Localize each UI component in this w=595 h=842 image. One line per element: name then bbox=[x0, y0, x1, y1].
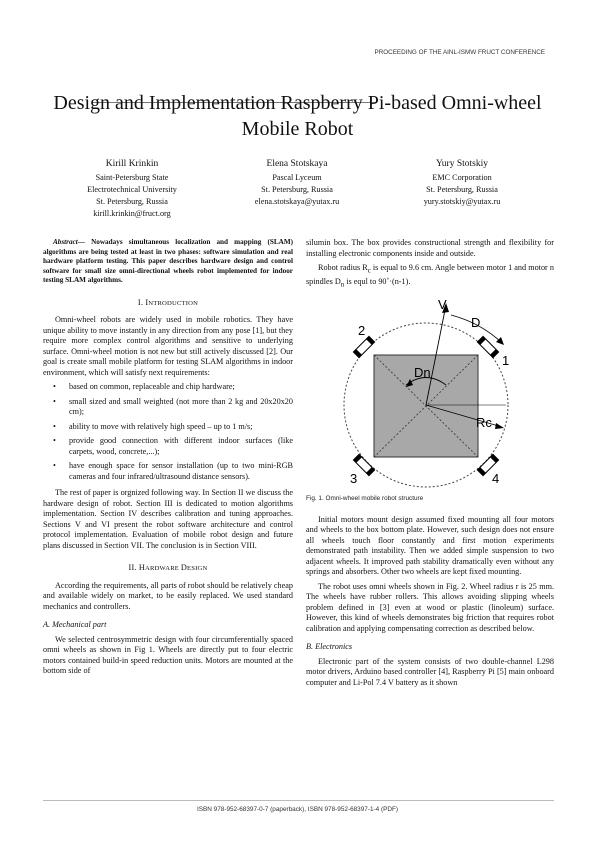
author-3 bbox=[382, 158, 542, 208]
list-item-text: based on common, replaceable and chip hardware; bbox=[69, 382, 235, 391]
running-header bbox=[45, 48, 545, 60]
author-affiliation: Electrotechnical University bbox=[87, 185, 177, 194]
label-wheel-2: 2 bbox=[358, 323, 366, 339]
author-block bbox=[52, 158, 542, 220]
mechanical-paragraph-continued: silumin box. The box provides constructional strength and flexibility for installing electronic components inside and outside. bbox=[306, 238, 554, 258]
author-email: elena.stotskaya@yutax.ru bbox=[254, 197, 340, 206]
list-item bbox=[53, 436, 293, 457]
radius-text: Robot radius R bbox=[318, 263, 368, 272]
author-2 bbox=[217, 158, 377, 208]
figure-1-robot-structure bbox=[306, 295, 554, 490]
section-heading-hardware-design bbox=[43, 563, 293, 575]
author-affiliation: Pascal Lyceum bbox=[272, 173, 322, 182]
wheel-2 bbox=[353, 337, 374, 358]
bullet-icon: • bbox=[53, 382, 56, 391]
section-heading-introduction bbox=[43, 298, 293, 310]
list-item bbox=[53, 382, 293, 393]
radius-paragraph bbox=[306, 263, 554, 291]
abstract-text: Nowadays simultaneous localization and mapping (SLAM) algorithms are being tested at least in two phases: software simulation and real hardware platform testing. This paper describes hardware design and control software for small size omni-directional wheels robot implemented for indoor testing SLAM algorithms. bbox=[43, 238, 294, 284]
list-item-text: ability to move with relatively high speed – up to 1 m/s; bbox=[69, 421, 253, 431]
author-name: Elena Stotskaya bbox=[266, 159, 328, 169]
section-number: I. bbox=[137, 297, 144, 307]
section-title-initial: I bbox=[145, 297, 149, 307]
author-location: St. Petersburg, Russia bbox=[426, 185, 498, 194]
wheel-1 bbox=[477, 337, 498, 358]
radius-text-rest: is equal to 9.6 cm. Angle between motor 1 and motor n spindles D bbox=[306, 263, 554, 287]
label-wheel-3: 3 bbox=[350, 471, 358, 487]
author-name: Yury Stotskiy bbox=[436, 159, 488, 169]
label-v: V bbox=[438, 297, 447, 313]
list-item bbox=[53, 461, 293, 482]
radius-text-end: is equl to 90˚·(n-1). bbox=[344, 277, 411, 287]
author-email: kirill.krinkin@fruct.org bbox=[93, 209, 171, 218]
subsection-heading-electronics: B. Electronics bbox=[306, 642, 353, 652]
figure-caption: Fig. 1. Omni-wheel mobile robot structure bbox=[306, 495, 424, 503]
intro-paragraph-2: The rest of paper is orgnized following way. In Section II we discuss the hardware design of robot. Section III is dedicated to motion algorithms implementation. Section IV describes calibration and tuning approaches. Sections V and VI present the robot software architecture and control protocol implementation. Evaluation of mobile robot design and future plans discussed in Section VII. The conclusion is in Section VIII. bbox=[43, 488, 293, 550]
section-title-rest: ESIGN bbox=[187, 565, 208, 572]
mount-design-paragraph: Initial motors mount design assumed fixed mounting all four motors and wheels to the box bottom plate. However, such design does not ensure all wheels touch floor constantly and first motion experiments demonstrated path instability. Then we added simple suspension to two adjacent wheels. It improved path stability dramatically even without any springs and absorbers. Other two wheels are kept fixed mounting. bbox=[306, 514, 554, 577]
label-wheel-4: 4 bbox=[492, 471, 500, 487]
list-item-text: provide good connection with different indoor surfaces (like carpets, wood, concrete,...); bbox=[69, 436, 293, 456]
robot-structure-diagram bbox=[306, 295, 554, 490]
electronics-paragraph: Electronic part of the system consists of two double-channel L298 motor drivers, Arduino based controller [4], Raspberry Pi [5] main onboard computer and Li-Pol 7.4 V battery as it shown bbox=[306, 656, 554, 687]
isbn-footer: ISBN 978-952-68397-0-7 (paperback), ISBN 978-952-68397-1-4 (PDF) bbox=[196, 806, 399, 813]
right-column bbox=[306, 238, 554, 692]
list-item-text: have enough space for sensor installation (up to two mini-RGB cameras and four infrared/ultrasound distance sensors). bbox=[69, 461, 293, 481]
paper-title: Design and Implementation Raspberry Pi-based Omni-wheel Mobile Robot bbox=[53, 92, 542, 140]
author-location: St. Petersburg, Russia bbox=[261, 185, 333, 194]
author-1 bbox=[52, 158, 212, 220]
label-wheel-1: 1 bbox=[502, 353, 510, 369]
section-title-initial: D bbox=[180, 563, 188, 572]
label-rc: Rc bbox=[476, 415, 492, 431]
abstract-label: Abstract bbox=[53, 238, 78, 246]
radius-rc-arrowhead bbox=[495, 423, 504, 429]
section-title-part: ARDWARE bbox=[145, 565, 181, 572]
hardware-paragraph-1: According the requirements, all parts of robot should be relatively cheap and available widely on market, to be easily replaced. We used standard mechanics and controllers. bbox=[43, 580, 293, 611]
list-item bbox=[53, 396, 293, 418]
subsection-heading-mechanical: A. Mechanical part bbox=[43, 620, 107, 629]
hardware-paragraph-2: We selected centrosymmetric design with four circumferentially spaced omni wheels as shown in Fig 1. Wheels are directly put to four electric motors contained build-in speed reduction units. Motors are mounted at the bottom side of bbox=[43, 634, 293, 675]
list-item bbox=[53, 421, 293, 433]
omni-wheels-paragraph: The robot uses omni wheels shown in Fig. 2. Wheel radius r is 25 mm. The wheels have rubber rollers. This allows avoiding slipping wheels problem defined in [3] even at wood or plastic (linoleum) surface. However, this kind of wheels demonstrates big friction that requires robot calibration and applying compensating correction as described below. bbox=[306, 581, 554, 633]
intro-paragraph-1: Omni-wheel robots are widely used in mobile robotics. They have unique ability to move instantly in any direction from any pose [1], but they require more complex control algorithms and sensitive to underlying surface. Omni-wheel motion is not new but still actively discussed [2]. Our goal is create small mobile platform for testing SLAM algorithms in indoor environment, which will satisfy next requirements: bbox=[43, 315, 293, 377]
author-affiliation: EMC Corporation bbox=[432, 173, 492, 182]
label-d: D bbox=[471, 315, 481, 331]
author-email: yury.stotskiy@yutax.ru bbox=[423, 197, 501, 206]
section-number: II. bbox=[128, 563, 137, 572]
conference-name: PROCEEDING OF THE AINL-ISMW FRUCT CONFERENCE bbox=[374, 49, 545, 56]
bullet-icon: • bbox=[53, 396, 56, 406]
section-title-initial: H bbox=[138, 563, 146, 572]
section-title-rest: NTRODUCTION bbox=[148, 299, 199, 307]
author-name: Kirill Krinkin bbox=[105, 159, 159, 169]
radius-subscript: c bbox=[367, 267, 371, 275]
left-column bbox=[43, 238, 293, 681]
angle-subscript: n bbox=[340, 281, 345, 289]
list-item-text: small sized and small weighted (not more than 2 kg and 20x20x20 cm); bbox=[69, 396, 293, 416]
footer-rule bbox=[43, 800, 554, 801]
label-dn: Dn bbox=[414, 365, 431, 381]
bullet-icon: • bbox=[53, 421, 56, 431]
author-affiliation: Saint-Petersburg State bbox=[95, 173, 169, 182]
author-location: St. Petersburg, Russia bbox=[96, 197, 168, 206]
bullet-icon: • bbox=[53, 436, 56, 445]
bullet-icon: • bbox=[53, 461, 56, 470]
abstract: Abstract— Nowadays simultaneous localization and mapping (SLAM) algorithms are being tested at least in two phases: software simulation and real hardware platform testing. This paper describes hardware design and control software for small size omni-directional wheels robot implemented for indoor testing SLAM algorithms. bbox=[43, 238, 294, 284]
requirements-list bbox=[43, 382, 293, 482]
